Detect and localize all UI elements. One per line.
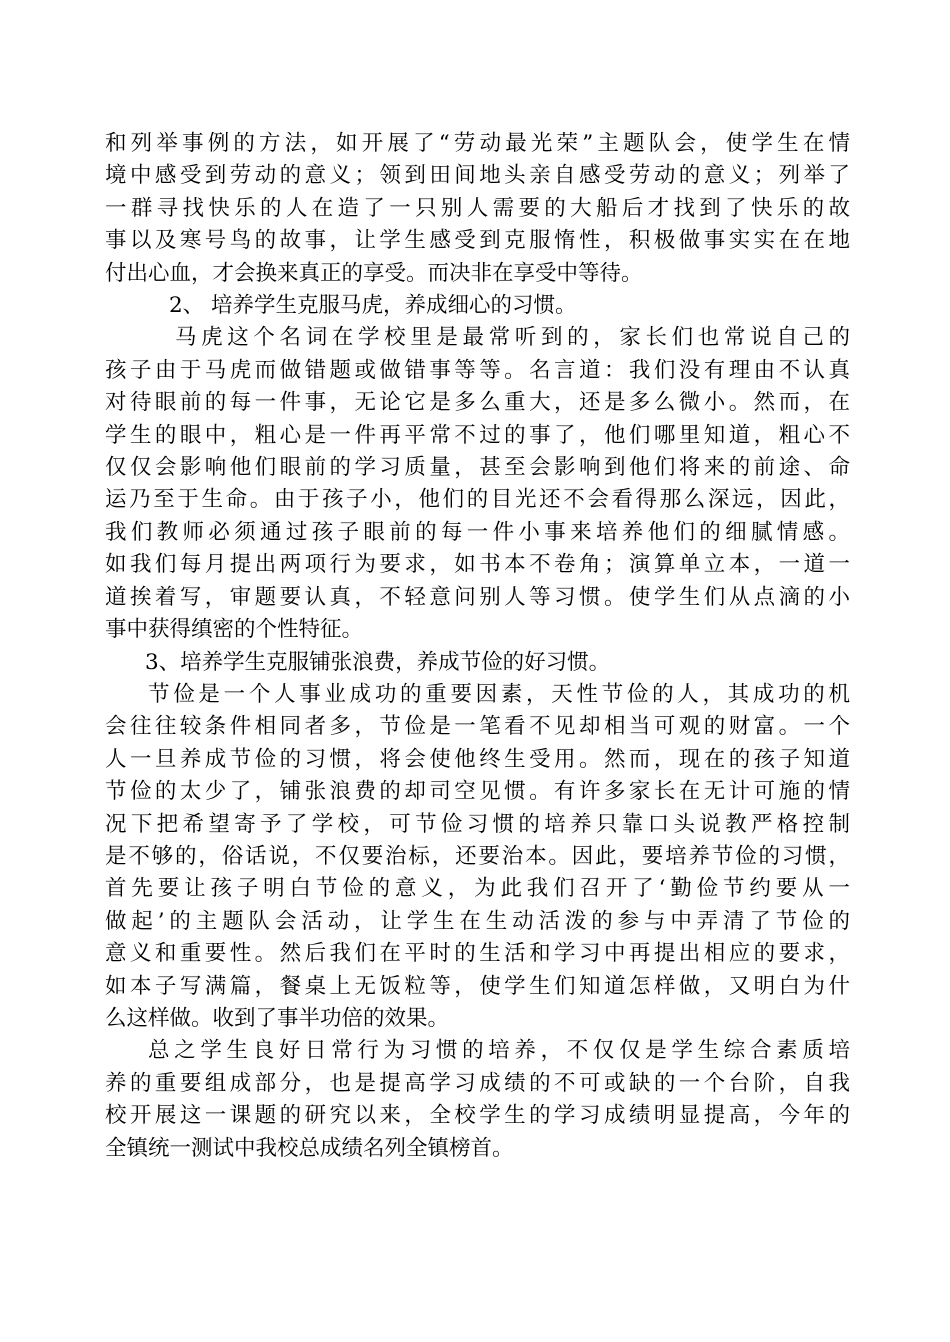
text-line: 2、 培养学生克服马虎，养成细心的习惯。 xyxy=(169,293,577,319)
text-line: 如本子写满篇，餐桌上无饭粒等，使学生们知道怎样做，又明白为什 xyxy=(105,973,850,999)
text-line: 人一旦养成节俭的习惯，将会使他终生受用。然而，现在的孩子知道 xyxy=(105,746,850,772)
text-line: 仅仅会影响他们眼前的学习质量，甚至会影响到他们将来的前途、命 xyxy=(105,455,850,481)
text-line: 事以及寒号鸟的故事，让学生感受到克服惰性，积极做事实实在在地 xyxy=(105,228,850,254)
text-line: 一群寻找快乐的人在造了一只别人需要的大船后才找到了快乐的故 xyxy=(105,195,850,221)
text-line: 节俭是一个人事业成功的重要因素，天性节俭的人，其成功的机 xyxy=(148,681,850,707)
text-line: 校开展这一课题的研究以来，全校学生的学习成绩明显提高，今年的 xyxy=(105,1103,850,1129)
text-line: 做起’的主题队会活动，让学生在生动活泼的参与中弄清了节俭的 xyxy=(105,908,850,934)
text-line: 我们教师必须通过孩子眼前的每一件小事来培养他们的细腻情感。 xyxy=(105,519,850,545)
text-line: 全镇统一测试中我校总成绩名列全镇榜首。 xyxy=(105,1135,514,1161)
text-line: 如我们每月提出两项行为要求，如书本不卷角；演算单立本，一道一 xyxy=(105,552,850,578)
text-line: 和列举事例的方法，如开展了“劳动最光荣”主题队会，使学生在情 xyxy=(105,131,850,156)
text-line: 么这样做。收到了事半功倍的效果。 xyxy=(105,1005,450,1031)
text-line: 3、培养学生克服铺张浪费，养成节俭的好习惯。 xyxy=(145,649,611,675)
text-line: 会往往较条件相同者多，节俭是一笔看不见却相当可观的财富。一个 xyxy=(105,714,850,740)
text-line: 孩子由于马虎而做错题或做错事等等。名言道：我们没有理由不认真 xyxy=(105,357,850,383)
text-line: 境中感受到劳动的意义；领到田间地头亲自感受劳动的意义；列举了 xyxy=(105,163,850,189)
text-line: 事中获得缜密的个性特征。 xyxy=(105,617,364,643)
text-line: 学生的眼中，粗心是一件再平常不过的事了，他们哪里知道，粗心不 xyxy=(105,422,850,448)
text-line: 养的重要组成部分，也是提高学习成绩的不可或缺的一个台阶，自我 xyxy=(105,1070,850,1096)
text-line: 总之学生良好日常行为习惯的培养，不仅仅是学生综合素质培 xyxy=(148,1038,850,1064)
text-line: 况下把希望寄予了学校，可节俭习惯的培养只靠口头说教严格控制 xyxy=(105,811,850,837)
text-line: 对待眼前的每一件事，无论它是多么重大，还是多么微小。然而，在 xyxy=(105,390,850,416)
text-line: 节俭的太少了，铺张浪费的却司空见惯。有许多家长在无计可施的情 xyxy=(105,779,850,805)
text-line: 道挨着写，审题要认真，不轻意问别人等习惯。使学生们从点滴的小 xyxy=(105,584,850,610)
text-line: 运乃至于生命。由于孩子小，他们的目光还不会看得那么深远，因此， xyxy=(105,487,850,513)
text-line: 是不够的，俗话说，不仅要治标，还要治本。因此，要培养节俭的习惯， xyxy=(105,843,850,869)
text-line: 首先要让孩子明白节俭的意义，为此我们召开了‘勤俭节约要从一 xyxy=(105,876,850,902)
text-line: 意义和重要性。然后我们在平时的生活和学习中再提出相应的要求， xyxy=(105,941,850,967)
text-line: 付出心血，才会换来真正的享受。而决非在享受中等待。 xyxy=(105,260,643,286)
text-line: 马虎这个名词在学校里是最常听到的，家长们也常说自己的 xyxy=(175,325,850,351)
document-page xyxy=(105,128,850,1165)
